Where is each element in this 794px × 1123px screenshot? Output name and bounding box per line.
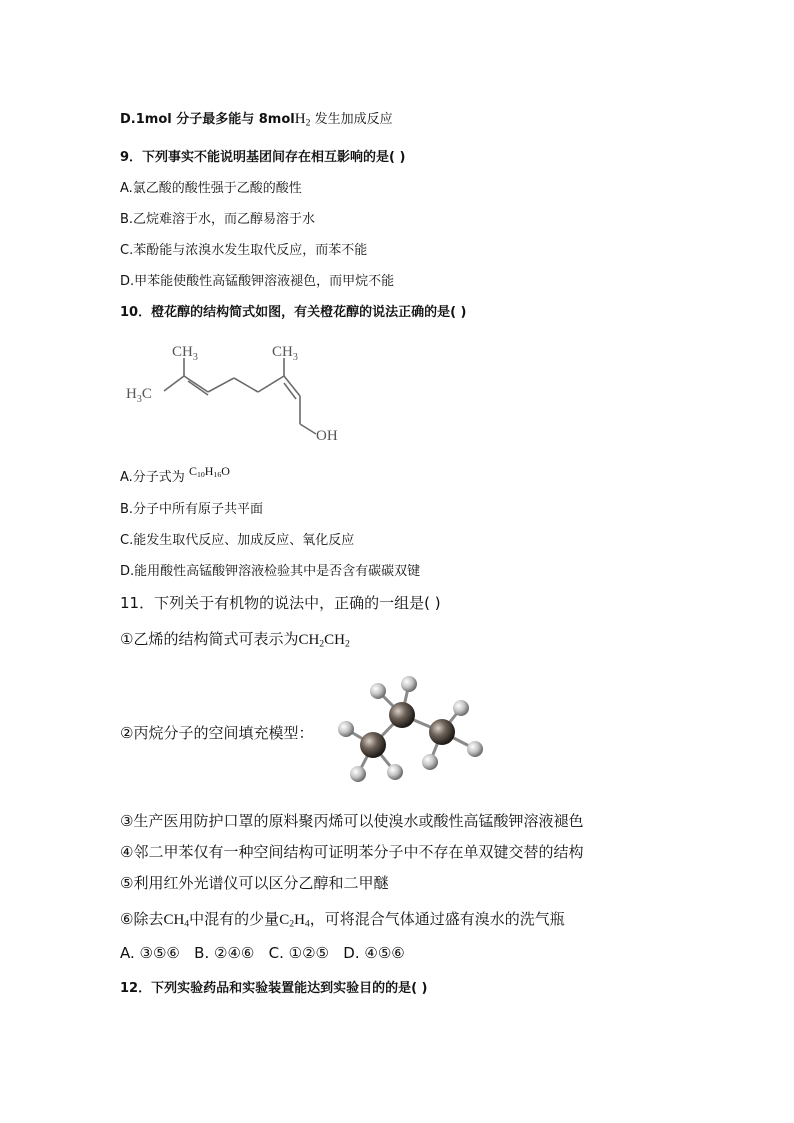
q9-option-c: C.苯酚能与浓溴水发生取代反应，而苯不能 — [120, 243, 368, 258]
q11-item-3: ③生产医用防护口罩的原料聚丙烯可以使溴水或酸性高锰酸钾溶液褪色 — [120, 812, 584, 830]
q12-stem: 12．下列实验药品和实验装置能达到实验目的的是( ) — [120, 981, 428, 996]
q11-item-1: ①乙烯的结构简式可表示为$CH_2CH_2$ — [120, 630, 350, 650]
nerol-structure-diagram — [120, 336, 360, 448]
structure-label-ch3-left: $CH_3$ — [172, 344, 198, 363]
q9-stem: 9．下列事实不能说明基团间存在相互影响的是( ) — [120, 150, 406, 165]
hydrogen-atom — [467, 741, 483, 757]
q10-stem: 10．橙花醇的结构简式如图，有关橙花醇的说法正确的是( ) — [120, 305, 467, 320]
hydrogen-atom — [387, 764, 403, 780]
q11-item-5: ⑤利用红外光谱仪可以区分乙醇和二甲醚 — [120, 874, 389, 892]
structure-label-oh: OH — [316, 428, 338, 444]
carbon-atom — [360, 732, 386, 758]
q10-option-a-prefix: A.分子式为 — [120, 470, 189, 485]
q10-option-d: D.能用酸性高锰酸钾溶液检验其中是否含有碳碳双键 — [120, 564, 421, 579]
ethylene-molecular-formula: $C_2H_4$ — [279, 912, 310, 930]
q11-choices: A. ③⑤⑥ B. ②④⑥ C. ①②⑤ D. ④⑤⑥ — [120, 944, 405, 962]
hydrogen-atom — [401, 676, 417, 692]
q9-option-b: B.乙烷难溶于水，而乙醇易溶于水 — [120, 212, 316, 227]
q10-option-a-formula: $C_{10}H_{16}O$ — [188, 464, 230, 479]
q9-option-a: A.氯乙酸的酸性强于乙酸的酸性 — [120, 181, 302, 196]
q11-stem: 11．下列关于有机物的说法中，正确的一组是( ) — [120, 594, 441, 612]
hydrogen-atom — [370, 683, 386, 699]
q11-item-2: ②丙烷分子的空间填充模型： — [120, 724, 314, 742]
hydrogen-atom — [453, 700, 469, 716]
carbon-atom — [389, 702, 415, 728]
q8-option-d — [120, 108, 393, 128]
q8-option-d-suffix: 发生加成反应 — [310, 112, 393, 127]
methane-formula: $CH_4$ — [163, 912, 190, 930]
carbon-atom — [429, 719, 455, 745]
hydrogen-atom — [350, 766, 366, 782]
propane-space-filling-model — [330, 672, 490, 790]
hydrogen-atom — [338, 721, 354, 737]
q10-option-b: B.分子中所有原子共平面 — [120, 502, 264, 517]
structure-label-h3c: $H_3C$ — [126, 386, 152, 405]
q8-option-d-text: D.1mol 分子最多能与 8mol — [120, 112, 295, 127]
q11-item-6: ⑥除去$CH_4$中混有的少量$C_2H_4$，可将混合气体通过盛有溴水的洗气瓶 — [120, 910, 565, 930]
q8-option-d-formula: $H_2$ — [294, 111, 311, 129]
q11-item-4: ④邻二甲苯仅有一种空间结构可证明苯分子中不存在单双键交替的结构 — [120, 843, 584, 861]
q9-option-d: D.甲苯能使酸性高锰酸钾溶液褪色，而甲烷不能 — [120, 274, 395, 289]
q10-option-a — [120, 466, 230, 485]
q10-option-c: C.能发生取代反应、加成反应、氧化反应 — [120, 533, 355, 548]
ethylene-formula: $CH_2CH_2$ — [298, 632, 350, 650]
structure-label-ch3-right: $CH_3$ — [272, 344, 298, 363]
hydrogen-atom — [422, 754, 438, 770]
